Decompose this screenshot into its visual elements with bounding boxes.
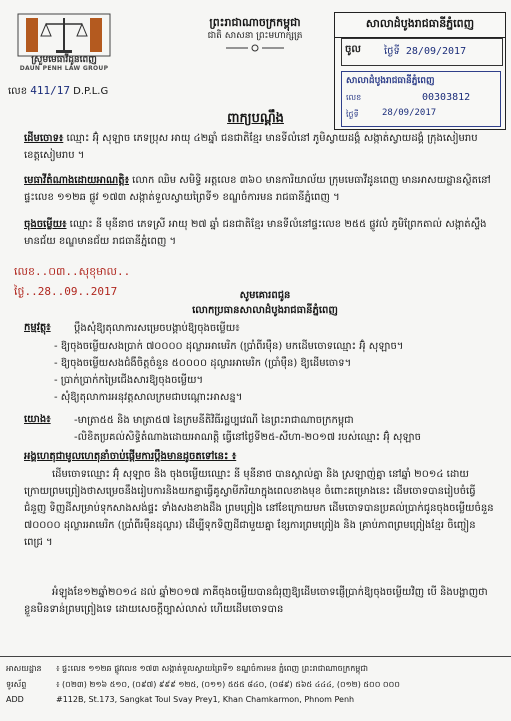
footer-add-label: ADD — [6, 695, 24, 704]
reference-value: 411/17 — [30, 84, 70, 97]
subject-bullet: - ឱ្យចុងចម្លើយសងជំងឺចិត្តចំនួន ៥០០០០ ដុល្លារអាមេរិក (ប្រាំម៉ឺន) ឱ្យដើមចោទ។ — [54, 358, 352, 369]
logo-english-name: DAUN PENH LAW GROUP — [19, 65, 109, 72]
facts-title — [24, 448, 494, 465]
lawyer-text: លោក ឈិម សមិទ្ធិ អត្តលេខ ៣៦០ មានការិយាល័យ ក្រុមមេធាវីដូនពេញ មានអាសយដ្ឋានស្ថិតនៅផ្ទះលេខ ១១២ឆ ផ្លូវ ១៧៣ សង្កាត់ទួលស្វាយព្រៃទី១ ខណ្ឌចំការមន រាជធានីភ្នំពេញ ។ — [24, 175, 491, 203]
subject-intro: ប្តឹងសុំឱ្យតុលាការសម្រេចបង្គាប់ឱ្យចុងចម្លើយ៖ — [74, 323, 240, 334]
subject-bullet: - សុំឱ្យតុលាការអនុវត្តសាលក្រមជាបណ្តោះអាសន្ន។ — [54, 392, 243, 403]
facts-title-text: អង្គហេតុជាមូលហេតុនាំចាប់ផ្តើមការប្តឹងមានដូចតទៅនេះ ៖ — [24, 451, 237, 462]
plaintiff-paragraph — [24, 130, 494, 164]
nation-motto: ជាតិ សាសនា ព្រះមហាក្សត្រ — [207, 31, 303, 41]
received-stamp — [341, 38, 503, 66]
kingdom-title: ព្រះរាជាណាចក្រកម្ពុជា — [209, 16, 301, 29]
scales-of-justice-icon — [16, 12, 112, 58]
basis-line: -មាត្រា៥៥ និង មាត្រា៥៧ នៃក្រមនីតិវិធីរដ្ឋប្បវេណី នៃព្រះរាជាណាចក្រកម្ពុជា — [74, 415, 354, 426]
subject-bullet: - ប្រាក់ប្រាក់កម្រៃជើងសារឱ្យចុងចម្លើយ។ — [54, 375, 204, 386]
logo-khmer-name: ស្រួមមេធាវីដូនពេញ — [31, 55, 97, 65]
footer-address-label: អាសយដ្ឋាន — [6, 664, 42, 673]
registry-date: 28/09/2017 — [382, 108, 437, 118]
lawyer-paragraph — [24, 172, 494, 206]
reference-number — [8, 84, 108, 99]
court-title: សាលាដំបូងរាជធានីភ្នំពេញ — [335, 17, 505, 38]
footer-phone-label: ទូរស័ព្ទ — [6, 680, 27, 689]
registry-number-label: លេខ — [346, 93, 362, 102]
ornament-divider-icon — [226, 44, 284, 52]
plaintiff-text: ឈ្មោះ អ៊ុំ សុឡាច ភេទប្រុស អាយុ ៤២ឆ្នាំ ជនជាតិខ្មែរ មានទីលំនៅ ភូមិស្វាយដង្គំ សង្កាត់ស្វាយដង្គំ ក្រុងសៀមរាប ខេត្តសៀមរាប ។ — [24, 133, 478, 161]
plaintiff-label: ដើមចោទ៖ — [24, 133, 64, 144]
footer-address-km: ៖ ផ្ទះលេខ ១១២ឆ ផ្លូវលេខ ១៧៣ សង្កាត់ទួលស្វាយព្រៃទី១ ខណ្ឌចំការមន ភ្នំពេញ ព្រះរាជាណាចក្រកម្ពុជា — [56, 664, 368, 673]
basis-lines — [74, 412, 494, 446]
addressee: លោកប្រធានសាលាដំបូងរាជធានីភ្នំពេញ — [192, 305, 338, 316]
facts-paragraph-1: ដើមចោទឈ្មោះ អ៊ុំ សុឡាច និង ចុងចម្លើយឈ្មោះ នី មុនីនាថ បានស្គាល់គ្នា និង ស្រឡាញ់គ្នា នៅឆ្នាំ ២០១៤ ដោយក្រោយព្រមព្រៀងថាសម្រេចនឹងរៀបការនិងយកគ្នាធ្វើគូស្វាមីភរិយាក្នុងពេលខាងមុខ ចំពោះគម្រោងនេះ ដើមចោទបានរៀបចំធ្វើជំនួញ ទិញដីសម្រាប់ទុកសាងសង់ផ្ទះ ទាំងសងខាងដឹង ព្រមព្រៀង នៅខែក្រោយមក ដើមចោទបានប្រគល់ប្រាក់ជូនចុងចម្លើយចំនួន ៧០០០០ ដុល្លារអាមេរិក (ប្រាំពីរម៉ឺនដុល្លារ) ដើម្បីទុកទិញដីជាមួយគ្នា ខ្សែការព្រមព្រៀង និង គ្រាប់ភាពព្រមព្រៀងខ្មែរ ចិញ្ចៀនពេជ្រ ។ — [24, 469, 494, 548]
lawyer-label: មេធាវីតំណាងដោយអាណត្តិ៖ — [24, 175, 129, 186]
received-label: ចូល — [345, 44, 361, 55]
subject-label: កម្មវត្ថុ៖ — [24, 322, 51, 333]
addressee-block — [120, 288, 410, 318]
registry-number: 00303812 — [422, 92, 471, 103]
defendant-paragraph — [24, 216, 494, 250]
basis-label: យោង៖ — [24, 414, 51, 425]
handwritten-note-line2: ថ្ងៃ..28..09..2017 — [14, 285, 118, 298]
defendant-label: ចុងចម្លើយ៖ — [24, 219, 67, 230]
footer-address-en: #112B, St.173, Sangkat Toul Svay Prey1, Khan Chamkarmon, Phnom Penh — [56, 695, 355, 704]
law-group-logo — [8, 12, 120, 72]
footer-address-block — [0, 656, 511, 721]
document-heading: ពាក្យបណ្តឹង — [227, 111, 284, 126]
defendant-text: ឈ្មោះ នី មុនីនាថ ភេទស្រី អាយុ ២៧ ឆ្នាំ ជនជាតិខ្មែរ មានទីលំនៅផ្ទះលេខ ២៥៥ ផ្លូវលំ ភូមិព្រែកតាល់ សង្កាត់ស្ទឹងមានជ័យ ខណ្ឌមានជ័យ រាជធានីភ្នំពេញ ។ — [24, 219, 487, 247]
basis-line: -លិខិតប្រគល់សិទ្ធិតំណាងដោយអាណត្តិ ធ្វើនៅថ្ងៃទី២៥-សីហា-២០១៧ របស់ឈ្មោះ អ៊ុំ សុឡាច — [74, 432, 421, 443]
handwritten-note-line1: លេខ..០៣..សុខុមាល.. — [14, 265, 131, 278]
reference-label: លេខ — [8, 86, 28, 97]
registry-stamp-title: សាលាដំបូងរាជធានីភ្នំពេញ — [346, 76, 435, 86]
received-date: ថ្ងៃទី 28/09/2017 — [384, 46, 467, 57]
subject-bullets — [54, 338, 504, 406]
facts-paragraph-2: អំឡុងខែ១២ឆ្នាំ២០១៤ ដល់ ឆ្នាំ២០១៧ ភាគីចុងចម្លើយបានជំរុញឱ្យដើមចោទផ្ញើប្រាក់ឱ្យចុងចម្លើយវិញ បើ និងបង្ហាញថាខ្លួនមិនទាន់ព្រមព្រៀងទេ ដោយសេចក្តីច្បាស់លាស់ ហើយដើមចោទបាន — [24, 587, 488, 615]
handwritten-note — [14, 262, 130, 302]
footer-phone: ៖ (០២៣) ២១៦ ៥១០, (០៩៧) ៩៩៩ ១២៥, (០១១) ៥៥៥ ៨៤០, (០៨៩) ៥៦៥ ៤៤៤, (០១២) ៥០០ ០០០ — [56, 680, 400, 689]
respect-line: សូមគោរពជូន — [239, 290, 291, 301]
registry-date-label: ថ្ងៃទី — [346, 110, 359, 119]
subject-bullet: - ឱ្យចុងចម្លើយសងប្រាក់ ៧០០០០ ដុល្លារអាមេរិក (ប្រាំពីរម៉ឺន) មកដើមចោទឈ្មោះ អ៊ុំ សុឡាច។ — [54, 341, 404, 352]
reference-suffix: D.P.L.G — [73, 86, 109, 97]
